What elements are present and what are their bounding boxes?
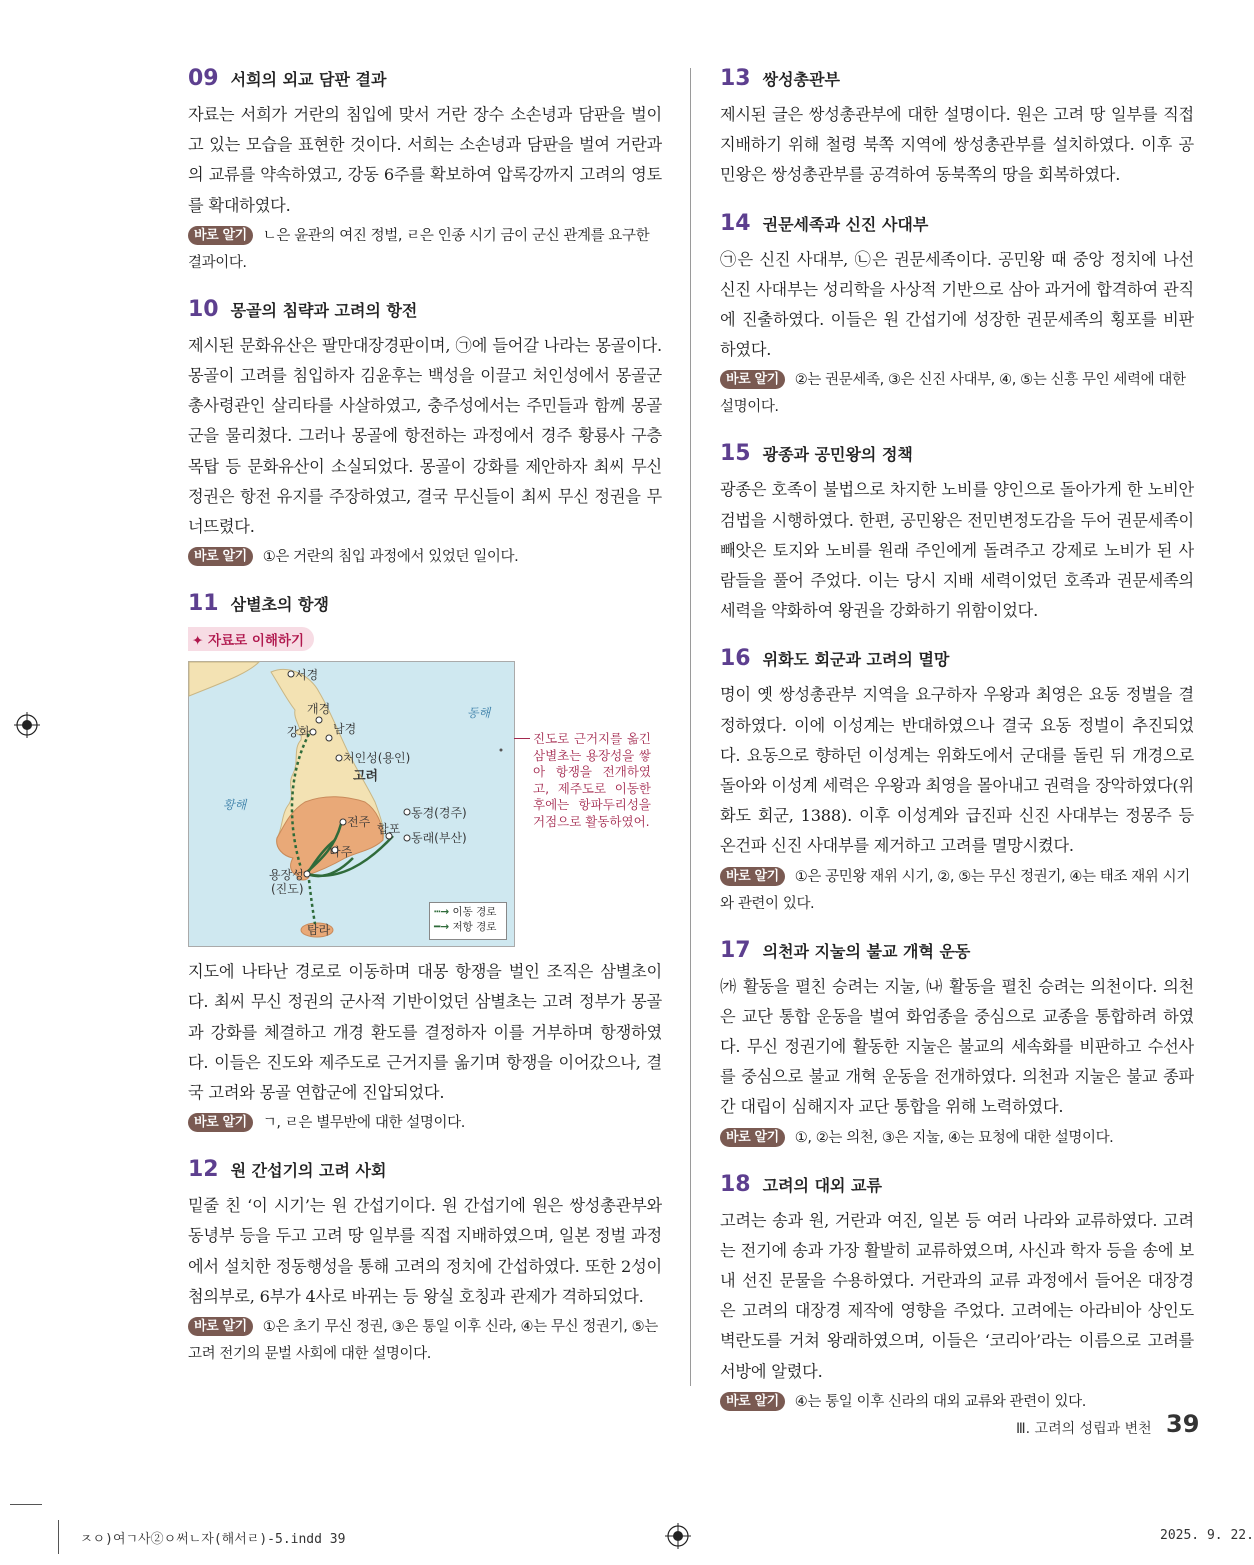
map-legend: [429, 902, 507, 940]
section-number: 17: [720, 937, 751, 963]
answer-note: [720, 1389, 1194, 1416]
section-14: [720, 211, 1194, 422]
crop-mark: [10, 1504, 42, 1505]
map-label-yellow-sea: 황해: [223, 798, 247, 813]
section-number: 11: [188, 591, 219, 617]
answer-tag: 바로 알기: [720, 1128, 785, 1147]
place-marker: [500, 749, 503, 752]
map-label-jindo: (진도): [271, 882, 304, 897]
legend-item-resistance: [434, 920, 502, 935]
answer-note: [188, 223, 662, 277]
paragraph: 자료는 서희가 거란의 침입에 맞서 거란 장수 소손녕과 담판을 벌이고 있는 모습을 표현한 것이다. 서희는 소손녕과 담판을 벌여 거란과의 교류를 약속하였고, 강동 6주를 확보하여 압록강까지 고려의 영토를 확대하였다.: [188, 105, 662, 215]
place-marker: [288, 671, 294, 677]
answer-note: [188, 1110, 662, 1137]
left-column: [188, 66, 662, 1388]
section-12: [188, 1157, 662, 1368]
answer-tag: 바로 알기: [188, 1113, 253, 1132]
answer-text: ①, ②는 의천, ③은 지눌, ④는 묘청에 대한 설명이다.: [794, 1129, 1114, 1146]
map-label-tamna: 탐라: [307, 923, 331, 938]
section-title: 삼별초의 항쟁: [230, 595, 329, 615]
answer-note: [188, 1314, 662, 1368]
movement-route-2: [309, 880, 315, 924]
section-body: [720, 100, 1194, 191]
section-title: 고려의 대외 교류: [762, 1175, 882, 1195]
section-17: [720, 938, 1194, 1152]
map-label-naju: 나주: [329, 845, 353, 860]
section-18: [720, 1172, 1194, 1416]
answer-note: [720, 864, 1194, 918]
section-body: [720, 680, 1194, 861]
section-13: [720, 66, 1194, 191]
section-heading: [188, 1157, 662, 1191]
section-16: [720, 646, 1194, 917]
map-label-east-sea: 동해: [467, 706, 491, 721]
legend-item-movement: [434, 905, 502, 920]
answer-tag: 바로 알기: [720, 1392, 785, 1411]
section-body: [188, 957, 662, 1108]
map-label-happo: 합포: [377, 822, 401, 837]
section-15: [720, 441, 1194, 626]
section-number: 14: [720, 210, 751, 236]
section-title: 광종과 공민왕의 정책: [762, 445, 913, 465]
dashed-arrow-icon: ┅→: [434, 906, 450, 919]
map-label-gaegyeong: 개경: [307, 702, 331, 717]
section-number: 10: [188, 296, 219, 322]
paragraph: 지도에 나타난 경로로 이동하며 대몽 항쟁을 벌인 조직은 삼별초이다. 최씨 무신 정권의 군사적 기반이었던 삼별초는 고려 정부가 몽골과 강화를 체결하고 개경 환도를 결정하자 이를 거부하며 항쟁하였다. 이들은 진도와 제주도로 근거지를 옮기며 항쟁을 이어갔으나, 결국 고려와 몽골 연합군에 진압되었다.: [188, 962, 662, 1103]
paragraph: 밑줄 친 ‘이 시기’는 원 간섭기이다. 원 간섭기에 원은 쌍성총관부와 동녕부 등을 두고 고려 땅 일부를 직접 지배하였으며, 일본 정벌 과정에서 설치한 정동행성을 통해 고려의 정치에 간섭하였다. 또한 2성이 첨의부로, 6부가 4사로 바뀌는 등 왕실 호칭과 관제가 격하되었다.: [188, 1196, 662, 1306]
registration-mark-icon: [14, 712, 40, 738]
section-body: [188, 1191, 662, 1312]
section-number: 09: [188, 66, 219, 91]
chapter-footer: Ⅲ. 고려의 성립과 변천: [1016, 1421, 1152, 1437]
section-heading: [188, 297, 662, 331]
section-heading: [720, 66, 1194, 100]
map-label-donggyeong: 동경(경주): [411, 806, 467, 821]
section-heading: [720, 211, 1194, 245]
page-number: 39: [1166, 1410, 1200, 1438]
paragraph: 제시된 문화유산은 팔만대장경판이며, ㉠에 들어갈 나라는 몽골이다. 몽골이 고려를 침입하자 김윤후는 백성을 이끌고 처인성에서 몽골군 총사령관인 살리타를 사살하였고, 충주성에서는 주민들과 함께 몽골군을 물리쳤다. 그러나 몽골에 항전하는 과정에서 경주 황룡사 구층 목탑 등 문화유산이 소실되었다. 몽골이 강화를 제안하자 최씨 무신 정권은 항전 유지를 주장하였고, 결국 무신들이 최씨 무신 정권을 무너뜨렸다.: [188, 335, 662, 537]
section-body: [720, 972, 1194, 1123]
print-file-info: ㅈㅇ)여ㄱ사②ㅇ써ㄴ자(해서ㄹ)-5.indd 39: [80, 1532, 346, 1547]
data-understanding-tag: ✦ 자료로 이해하기: [188, 627, 314, 651]
answer-note: [188, 544, 662, 571]
section-title: 권문세족과 신진 사대부: [762, 214, 929, 234]
section-09: [188, 66, 662, 277]
northern-mainland: [189, 662, 259, 696]
paragraph: ㈎ 활동을 펼친 승려는 지눌, ㈏ 활동을 펼친 승려는 의천이다. 의천은 교단 통합 운동을 벌여 화엄종을 중심으로 교종을 통합하려 하였다. 무신 정권기에 활동한 지눌은 불교의 세속화를 비판하고 수선사를 중심으로 불교 개혁 운동을 전개하였다. 의천과 지눌은 불교 종파 간 대립이 심해지자 교단 통합을 위해 노력하였다.: [720, 976, 1194, 1117]
map-label-yongjangseong: 용장성: [269, 868, 304, 883]
section-heading: [720, 1172, 1194, 1206]
crop-mark: [58, 1520, 59, 1554]
answer-tag: 바로 알기: [188, 1317, 253, 1336]
right-column: [720, 66, 1194, 1436]
section-heading: [188, 591, 662, 625]
legend-label: 이동 경로: [452, 906, 497, 919]
section-body: [720, 1206, 1194, 1387]
section-number: 16: [720, 646, 751, 672]
registration-mark-icon: [665, 1523, 691, 1549]
paragraph: 제시된 글은 쌍성총관부에 대한 설명이다. 원은 고려 땅 일부를 직접 지배하기 위해 철령 북쪽 지역에 쌍성총관부를 설치하였다. 이후 공민왕은 쌍성총관부를 공격하여 동북쪽의 땅을 회복하였다.: [720, 105, 1194, 185]
map-label-dongnae: 동래(부산): [411, 831, 467, 846]
place-marker: [304, 871, 310, 877]
map-label-jeonju: 전주: [347, 815, 371, 830]
map-label-goryeo: 고려: [353, 769, 379, 785]
solid-arrow-icon: ━→: [434, 921, 450, 934]
section-10: [188, 297, 662, 571]
section-body: [188, 100, 662, 221]
answer-tag: 바로 알기: [720, 370, 785, 389]
section-heading: [720, 441, 1194, 475]
section-title: 서희의 외교 담판 결과: [230, 70, 387, 89]
section-title: 원 간섭기의 고려 사회: [230, 1161, 387, 1181]
answer-note: [720, 1125, 1194, 1152]
answer-text: ①은 공민왕 재위 시기, ②, ⑤는 무신 정권기, ④는 태조 재위 시기와 관련이 있다.: [720, 868, 1190, 912]
place-marker: [310, 729, 316, 735]
paragraph: 명이 옛 쌍성총관부 지역을 요구하자 우왕과 최영은 요동 정벌을 결정하였다. 이에 이성계는 반대하였으나 결국 요동 정벌이 추진되었다. 요동으로 향하던 이성계는 위화도에서 군대를 돌린 뒤 개경으로 돌아와 이성계 세력은 우왕과 최영을 몰아내고 권력을 장악하였다(위화도 회군, 1388). 이후 이성계와 급진파 신진 사대부는 정몽주 등 온건파 신진 사대부를 제거하고 고려를 멸망시켰다.: [720, 685, 1194, 856]
answer-text: ④는 통일 이후 신라의 대외 교류와 관련이 있다.: [794, 1393, 1086, 1410]
section-body: [188, 331, 662, 542]
answer-text: ㄱ, ㄹ은 별무반에 대한 설명이다.: [262, 1115, 465, 1132]
answer-tag: 바로 알기: [188, 547, 253, 566]
map-label-seogyeong: 서경: [295, 668, 319, 683]
section-number: 15: [720, 441, 751, 467]
answer-text: ㄴ은 윤관의 여진 정벌, ㄹ은 인종 시기 금이 군신 관계를 요구한 결과이다.: [188, 227, 650, 271]
answer-tag: 바로 알기: [188, 226, 253, 245]
legend-label: 저항 경로: [452, 921, 497, 934]
map: [188, 661, 515, 947]
section-title: 쌍성총관부: [762, 70, 840, 89]
place-marker: [404, 809, 410, 815]
section-body: [720, 245, 1194, 366]
sambyeolcho-map-figure: [188, 661, 662, 947]
section-heading: [720, 938, 1194, 972]
place-marker: [404, 835, 410, 841]
section-title: 몽골의 침략과 고려의 항전: [230, 300, 418, 320]
section-heading: [720, 646, 1194, 680]
callout-leader-line: [514, 738, 530, 739]
answer-text: ①은 초기 무신 정권, ③은 통일 이후 신라, ④는 무신 정권기, ⑤는 고려 전기의 문벌 사회에 대한 설명이다.: [188, 1319, 658, 1363]
section-number: 12: [188, 1157, 219, 1183]
paragraph: 고려는 송과 원, 거란과 여진, 일본 등 여러 나라와 교류하였다. 고려는 전기에 송과 가장 활발히 교류하였으며, 사신과 학자 등을 송에 보내 선진 문물을 수용하였다. 거란과의 교류 과정에서 들어온 대장경은 고려의 대장경 제작에 영향을 주었다. 고려에는 아라비아 상인도 벽란도를 거쳐 왕래하였으며, 이들은 ‘코리아’라는 이름으로 고려를 서방에 알렸다.: [720, 1210, 1194, 1381]
map-label-ganghwa: 강화: [287, 725, 311, 740]
paragraph: ㉠은 신진 사대부, ㉡은 권문세족이다. 공민왕 때 중앙 정치에 나선 신진 사대부는 성리학을 사상적 기반으로 삼아 과거에 합격하여 관직에 진출하였다. 이들은 원 간섭기에 성장한 권문세족의 횡포를 비판하였다.: [720, 249, 1194, 360]
column-divider: [690, 68, 691, 1386]
place-marker: [336, 755, 342, 761]
paragraph: 광종은 호족이 불법으로 차지한 노비를 양인으로 돌아가게 한 노비안검법을 시행하였다. 한편, 공민왕은 전민변정도감을 두어 권문세족이 빼앗은 토지와 노비를 원래 주인에게 돌려주고 강제로 노비가 된 사람들을 풀어 주었다. 이는 당시 지배 세력이었던 호족과 권문세족의 세력을 약화하여 왕권을 강화하기 위함이었다.: [720, 480, 1194, 621]
map-callout: 진도로 근거지를 옮긴 삼별초는 용장성을 쌓아 항쟁을 전개하였고, 제주도로 이동한 후에는 항파두리성을 거점으로 활동하였어.: [533, 731, 651, 829]
section-title: 의천과 지눌의 불교 개혁 운동: [762, 941, 971, 961]
section-title: 위화도 회군과 고려의 멸망: [762, 650, 950, 670]
place-marker: [340, 819, 346, 825]
answer-tag: 바로 알기: [720, 867, 785, 886]
answer-text: ①은 거란의 침입 과정에서 있었던 일이다.: [262, 549, 519, 566]
section-number: 13: [720, 66, 751, 91]
answer-note: [720, 367, 1194, 421]
map-label-cheoinseong: 처인성(용인): [343, 751, 411, 766]
place-marker: [316, 717, 322, 723]
section-number: 18: [720, 1171, 751, 1197]
answer-text: ②는 권문세족, ③은 신진 사대부, ④, ⑤는 신흥 무인 세력에 대한 설명이다.: [720, 372, 1186, 416]
section-heading: [188, 66, 662, 100]
print-date: 2025. 9. 22.: [1160, 1528, 1254, 1543]
section-body: [720, 475, 1194, 626]
section-11: [188, 591, 662, 1137]
place-marker: [326, 735, 332, 741]
map-label-namgyeong: 남경: [333, 722, 357, 737]
